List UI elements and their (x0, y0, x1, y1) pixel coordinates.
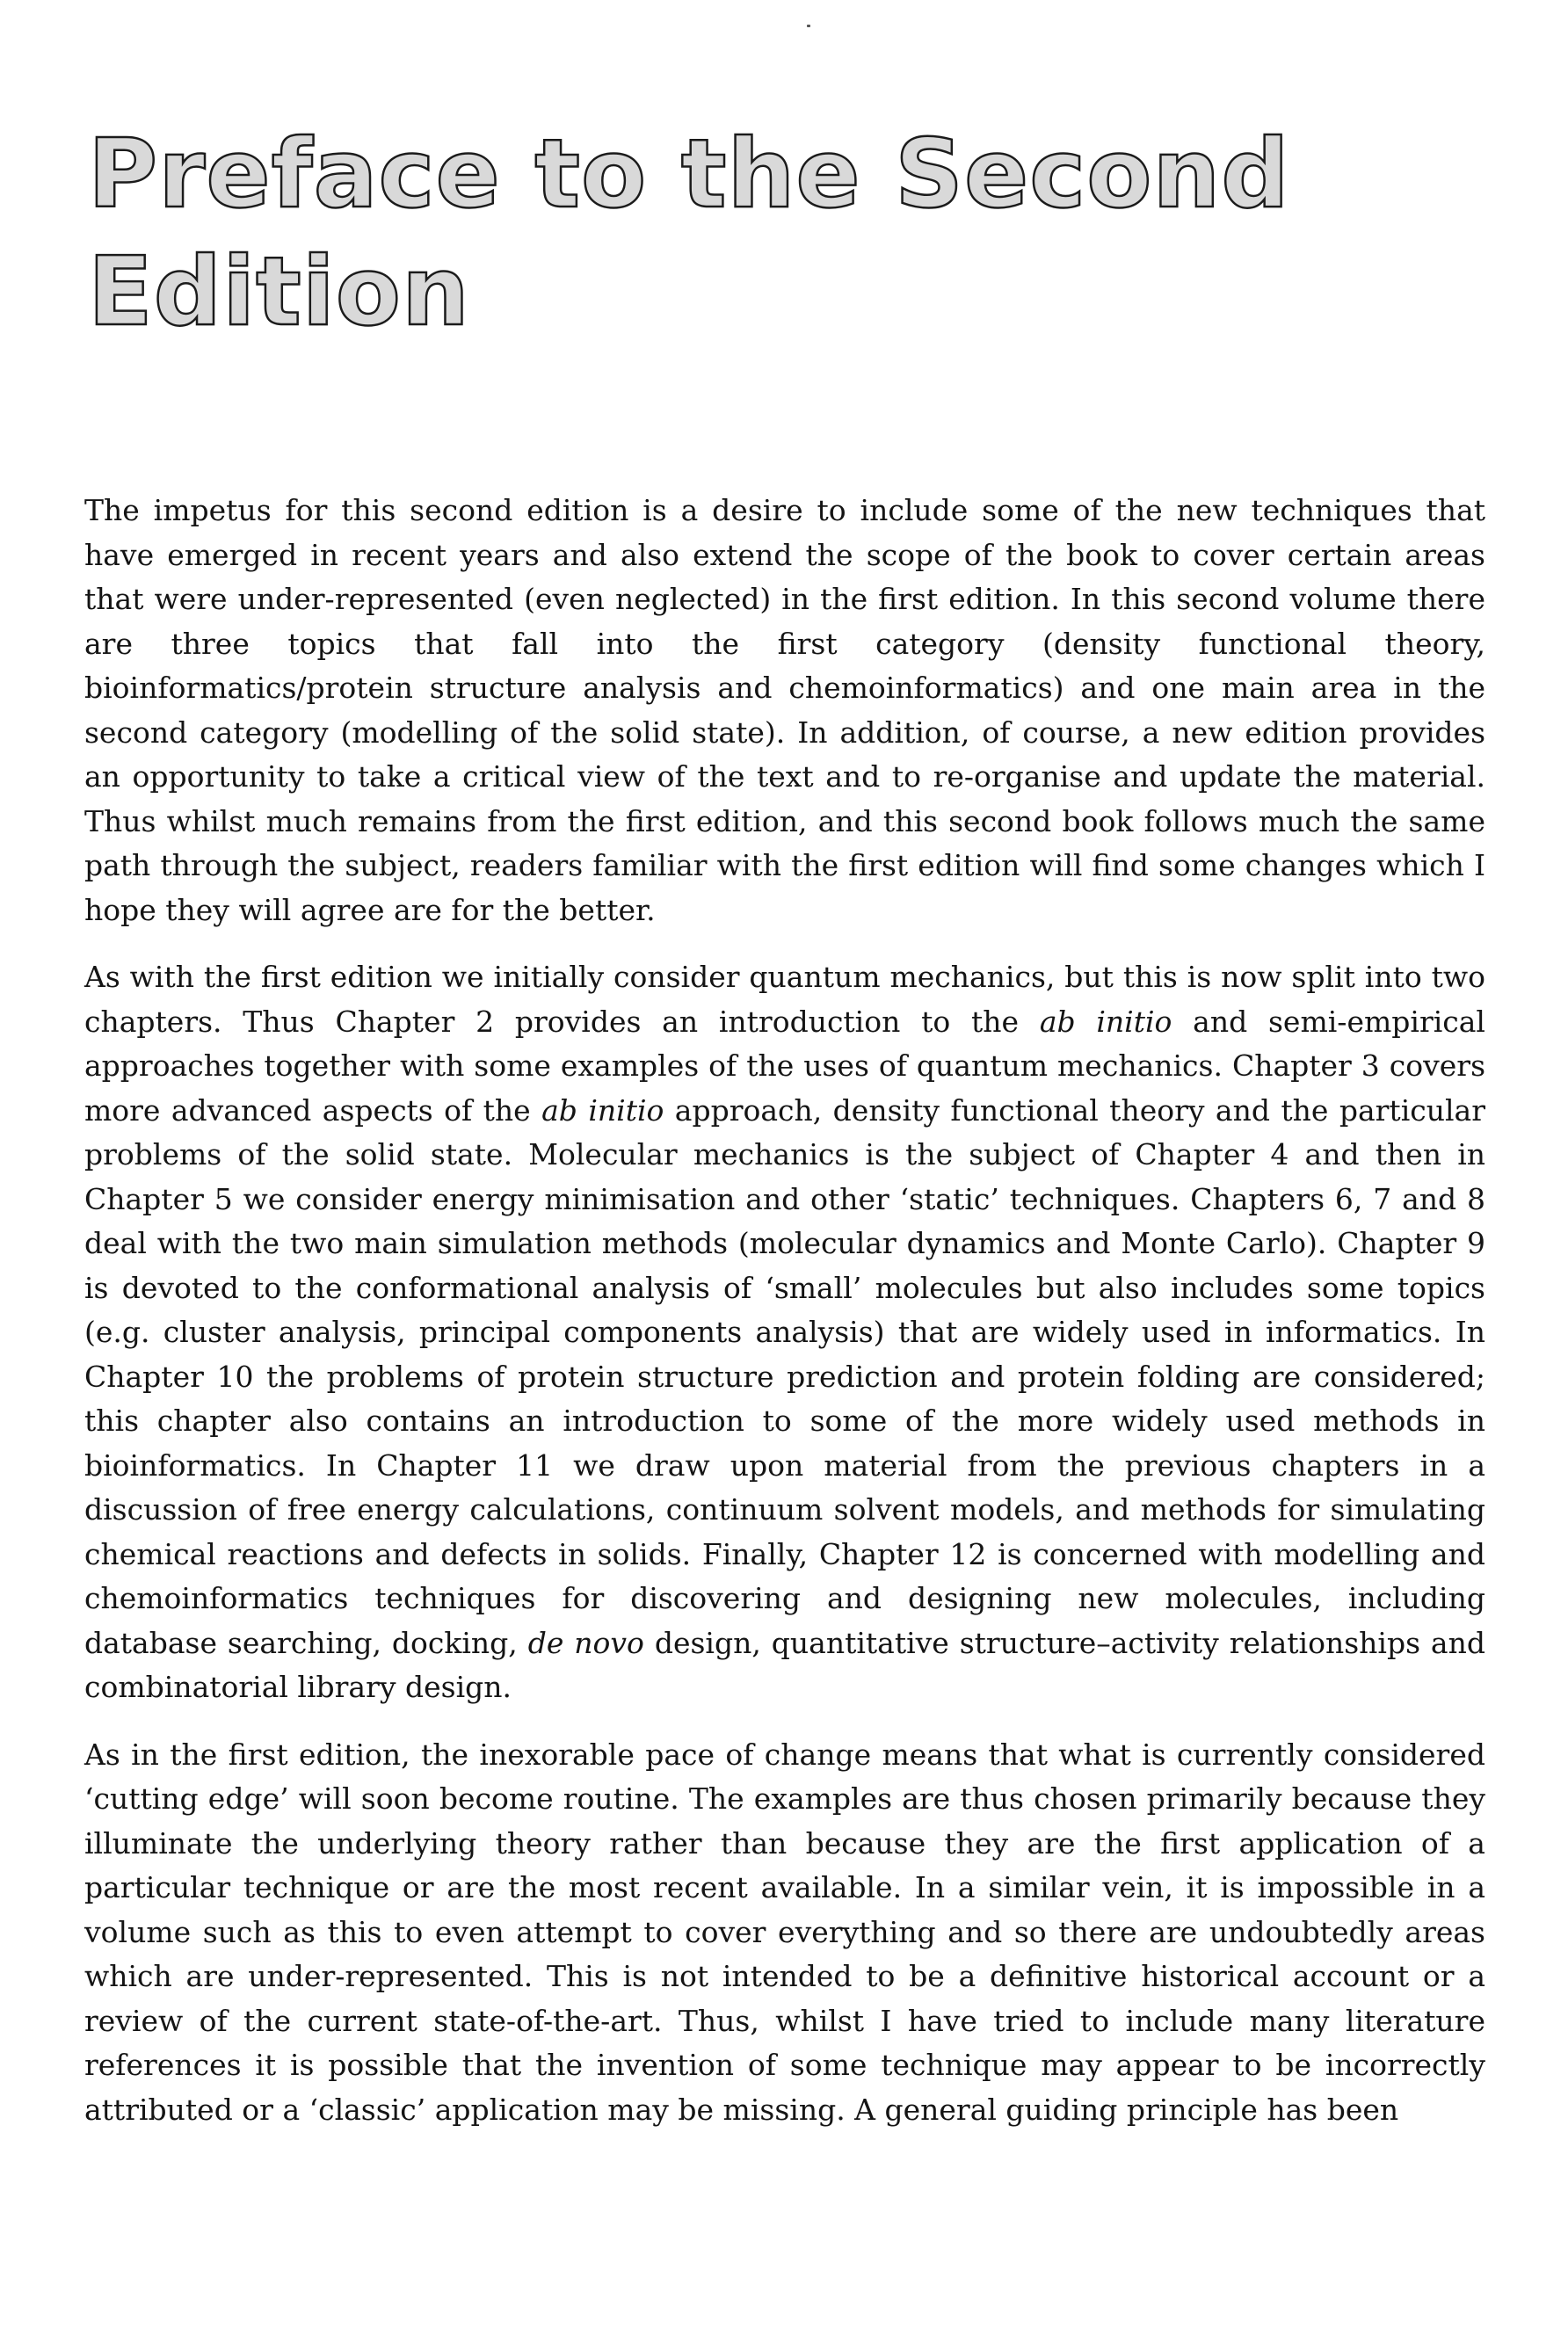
italic-term-ab-initio-1: ab initio (1039, 1004, 1172, 1039)
title-line-1: Preface to the Second (88, 120, 1290, 229)
paragraph-2-segment-3: approach, density functional theory and the particular problems of the solid state. Molecular mechanics is the subject of Chapter 4 and then in Chapter 5 we consider energy minimisation and other ‘static’ techniques. Chapters 6, 7 and 8 deal with the two main simulation methods (molecular dynamics and Monte Carlo). Chapter 9 is devoted to the conformational analysis of ‘small’ molecules but also includes some topics (e.g. cluster analysis, principal components analysis) that are widely used in informatics. In Chapter 10 the problems of protein structure prediction and protein folding are considered; this chapter also contains an introduction to some of the more widely used methods in bioinformatics. In Chapter 11 we draw upon material from the previous chapters in a discussion of free energy calculations, continuum solvent models, and methods for simulating chemical reactions and defects in solids. Finally, Chapter 12 is concerned with modelling and chemoinformatics techniques for discovering and designing new molecules, including database searching, docking, (84, 1092, 1485, 1660)
paragraph-2-segment-2: and semi-empirical approaches together with some examples of the uses of quantum mechanics. Chapter 3 covers more advanced aspects of the (84, 1004, 1485, 1128)
paragraph-2-segment-1: As with the first edition we initially consider quantum mechanics, but this is now split into two chapters. Thus Chapter 2 provides an introduction to the (84, 960, 1485, 1039)
preface-body (84, 489, 1485, 2155)
title-line-2: Edition (88, 237, 470, 347)
italic-term-ab-initio-2: ab initio (541, 1092, 664, 1128)
paragraph-1: The impetus for this second edition is a desire to include some of the new techniques that have emerged in recent years and also extend the scope of the book to cover certain areas that were under-represented (even neglected) in the first edition. In this second volume there are three topics that fall into the first category (density functional theory, bioinformatics/protein structure analysis and chemoinformatics) and one main area in the second category (modelling of the solid state). In addition, of course, a new edition provides an opportunity to take a critical view of the text and to re-organise and update the material. Thus whilst much remains from the first edition, and this second book follows much the same path through the subject, readers familiar with the first edition will find some changes which I hope they will agree are for the better. (84, 493, 1485, 927)
paragraph-2 (84, 955, 1485, 1710)
italic-term-de-novo: de novo (527, 1625, 644, 1660)
page-title (88, 116, 1406, 352)
paragraph-2-segment-4: design, quantitative structure–activity relationships and combinatorial library design. (84, 1625, 1485, 1704)
paragraph-3: As in the first edition, the inexorable pace of change means that what is currently considered ‘cutting edge’ will soon become routine. The examples are thus chosen primarily because they illuminate the underlying theory rather than because they are the first application of a particular technique or are the most recent available. In a similar vein, it is impossible in a volume such as this to even attempt to cover everything and so there are undoubtedly areas which are under-represented. This is not intended to be a definitive historical account or a review of the current state-of-the-art. Thus, whilst I have tried to include many literature references it is possible that the invention of some technique may appear to be incorrectly attributed or a ‘classic’ application may be missing. A general guiding principle has been (84, 1737, 1485, 2127)
scan-speck (807, 25, 810, 27)
